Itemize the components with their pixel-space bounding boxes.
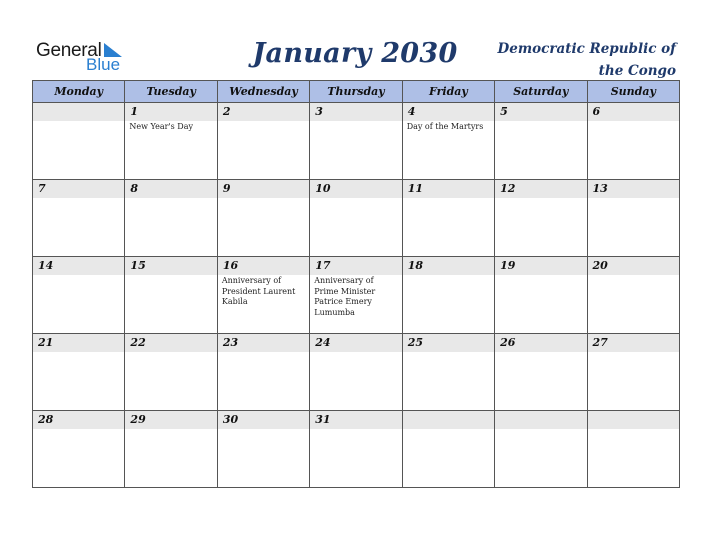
day-number: 14: [38, 259, 54, 272]
day-number-bar: [125, 103, 216, 121]
day-cell: [33, 103, 125, 180]
day-cell: [125, 103, 217, 180]
day-number-bar: [310, 180, 401, 198]
week-row: [33, 257, 680, 334]
day-cell: [402, 180, 494, 257]
day-number: 17: [315, 259, 331, 272]
day-cell: [33, 180, 125, 257]
holiday-label: Anniversary of Prime Minister Patrice Emery Lumumba: [314, 276, 376, 317]
day-number: 8: [130, 182, 139, 195]
weekday-header: Wednesday: [217, 81, 309, 103]
day-number: 22: [130, 336, 146, 349]
day-cell: [310, 334, 402, 411]
day-cell: [495, 411, 587, 488]
day-number: 23: [222, 336, 239, 349]
day-number-bar: [403, 334, 494, 352]
day-number-bar: [33, 257, 124, 275]
day-cell: [217, 180, 309, 257]
day-cell: [125, 334, 217, 411]
day-cell: [310, 257, 402, 334]
day-number-bar: [495, 103, 586, 121]
day-cell: [217, 411, 309, 488]
day-number: 7: [38, 182, 46, 195]
day-number: 3: [315, 105, 323, 118]
day-number-bar: [33, 334, 124, 352]
day-number-bar: [125, 180, 216, 198]
day-cell: [217, 257, 309, 334]
day-number: 9: [222, 182, 231, 195]
weekday-header: Tuesday: [125, 81, 217, 103]
day-cell: [125, 180, 217, 257]
logo-word-blue: Blue: [86, 55, 121, 74]
day-cell: [310, 103, 402, 180]
day-cell: [217, 103, 309, 180]
day-number-bar: [588, 411, 679, 429]
day-number: 24: [315, 336, 331, 349]
day-number: 19: [500, 259, 516, 272]
logo-word-general: General: [36, 40, 102, 61]
day-number: 27: [592, 336, 608, 349]
day-cell: [310, 411, 402, 488]
day-cell: [217, 334, 309, 411]
day-cell: [33, 334, 125, 411]
day-cell: [495, 334, 587, 411]
day-number-bar: [125, 334, 216, 352]
weekday-header: Saturday: [495, 81, 587, 103]
week-row: [33, 334, 680, 411]
day-cell: [587, 103, 679, 180]
day-cell: [125, 411, 217, 488]
day-number: 4: [407, 105, 416, 118]
weekday-header: Monday: [33, 81, 125, 103]
day-number-bar: [218, 103, 309, 121]
day-cell: [495, 180, 587, 257]
holiday-label: Anniversary of President Laurent Kabila: [221, 276, 296, 306]
day-number-bar: [588, 180, 679, 198]
day-cell: [402, 103, 494, 180]
holiday-label: New Year's Day: [129, 122, 194, 131]
day-number: 31: [315, 413, 331, 426]
day-number-bar: [588, 334, 679, 352]
day-number: 11: [407, 182, 423, 195]
day-number-bar: [403, 103, 494, 121]
day-number-bar: [218, 334, 309, 352]
day-number-bar: [33, 411, 124, 429]
day-number: 16: [222, 259, 239, 272]
day-cell: [495, 103, 587, 180]
day-number-bar: [310, 411, 401, 429]
day-number-bar: [588, 257, 679, 275]
day-number-bar: [218, 257, 309, 275]
weekday-header-row: [33, 81, 680, 103]
day-number-bar: [33, 103, 124, 121]
weekday-header: Sunday: [587, 81, 679, 103]
day-number-bar: [495, 411, 586, 429]
day-cell: [495, 257, 587, 334]
generalblue-logo: [36, 40, 136, 74]
country-name: Democratic Republic of the Congo: [497, 41, 676, 79]
day-cell: [587, 411, 679, 488]
day-number: 15: [130, 259, 146, 272]
week-row: [33, 411, 680, 488]
day-number-bar: [310, 103, 401, 121]
day-number: 5: [500, 105, 508, 118]
day-number: 12: [500, 182, 516, 195]
day-cell: [587, 180, 679, 257]
day-number: 20: [592, 259, 608, 272]
day-cell: [33, 411, 125, 488]
day-cell: [402, 334, 494, 411]
day-cell: [402, 257, 494, 334]
day-number-bar: [495, 257, 586, 275]
calendar-title: January 2030: [252, 38, 458, 69]
day-number: 28: [38, 413, 54, 426]
day-number-bar: [125, 257, 216, 275]
day-number-bar: [495, 334, 586, 352]
day-cell: [587, 334, 679, 411]
day-number: 1: [130, 105, 139, 118]
day-number: 6: [592, 105, 601, 118]
day-number-bar: [33, 180, 124, 198]
week-row: [33, 103, 680, 180]
day-cell: [587, 257, 679, 334]
day-number: 2: [222, 105, 231, 118]
day-number-bar: [125, 411, 216, 429]
day-number: 30: [222, 413, 239, 426]
day-number: 29: [130, 413, 146, 426]
day-number: 10: [315, 182, 331, 195]
day-cell: [125, 257, 217, 334]
day-number-bar: [310, 257, 401, 275]
day-number: 18: [407, 259, 423, 272]
day-number-bar: [218, 411, 309, 429]
day-cell: [402, 411, 494, 488]
day-cell: [33, 257, 125, 334]
day-number: 21: [38, 336, 54, 349]
weekday-header: Friday: [402, 81, 494, 103]
day-number: 13: [592, 182, 608, 195]
holiday-label: Day of the Martyrs: [406, 122, 484, 131]
day-number-bar: [495, 180, 586, 198]
day-number-bar: [218, 180, 309, 198]
week-row: [33, 180, 680, 257]
day-number-bar: [588, 103, 679, 121]
day-number-bar: [403, 180, 494, 198]
day-number-bar: [403, 411, 494, 429]
day-number: 26: [500, 336, 516, 349]
day-number-bar: [310, 334, 401, 352]
calendar-grid: [32, 80, 680, 488]
day-number-bar: [403, 257, 494, 275]
weekday-header: Thursday: [310, 81, 402, 103]
day-number: 25: [407, 336, 423, 349]
day-cell: [310, 180, 402, 257]
